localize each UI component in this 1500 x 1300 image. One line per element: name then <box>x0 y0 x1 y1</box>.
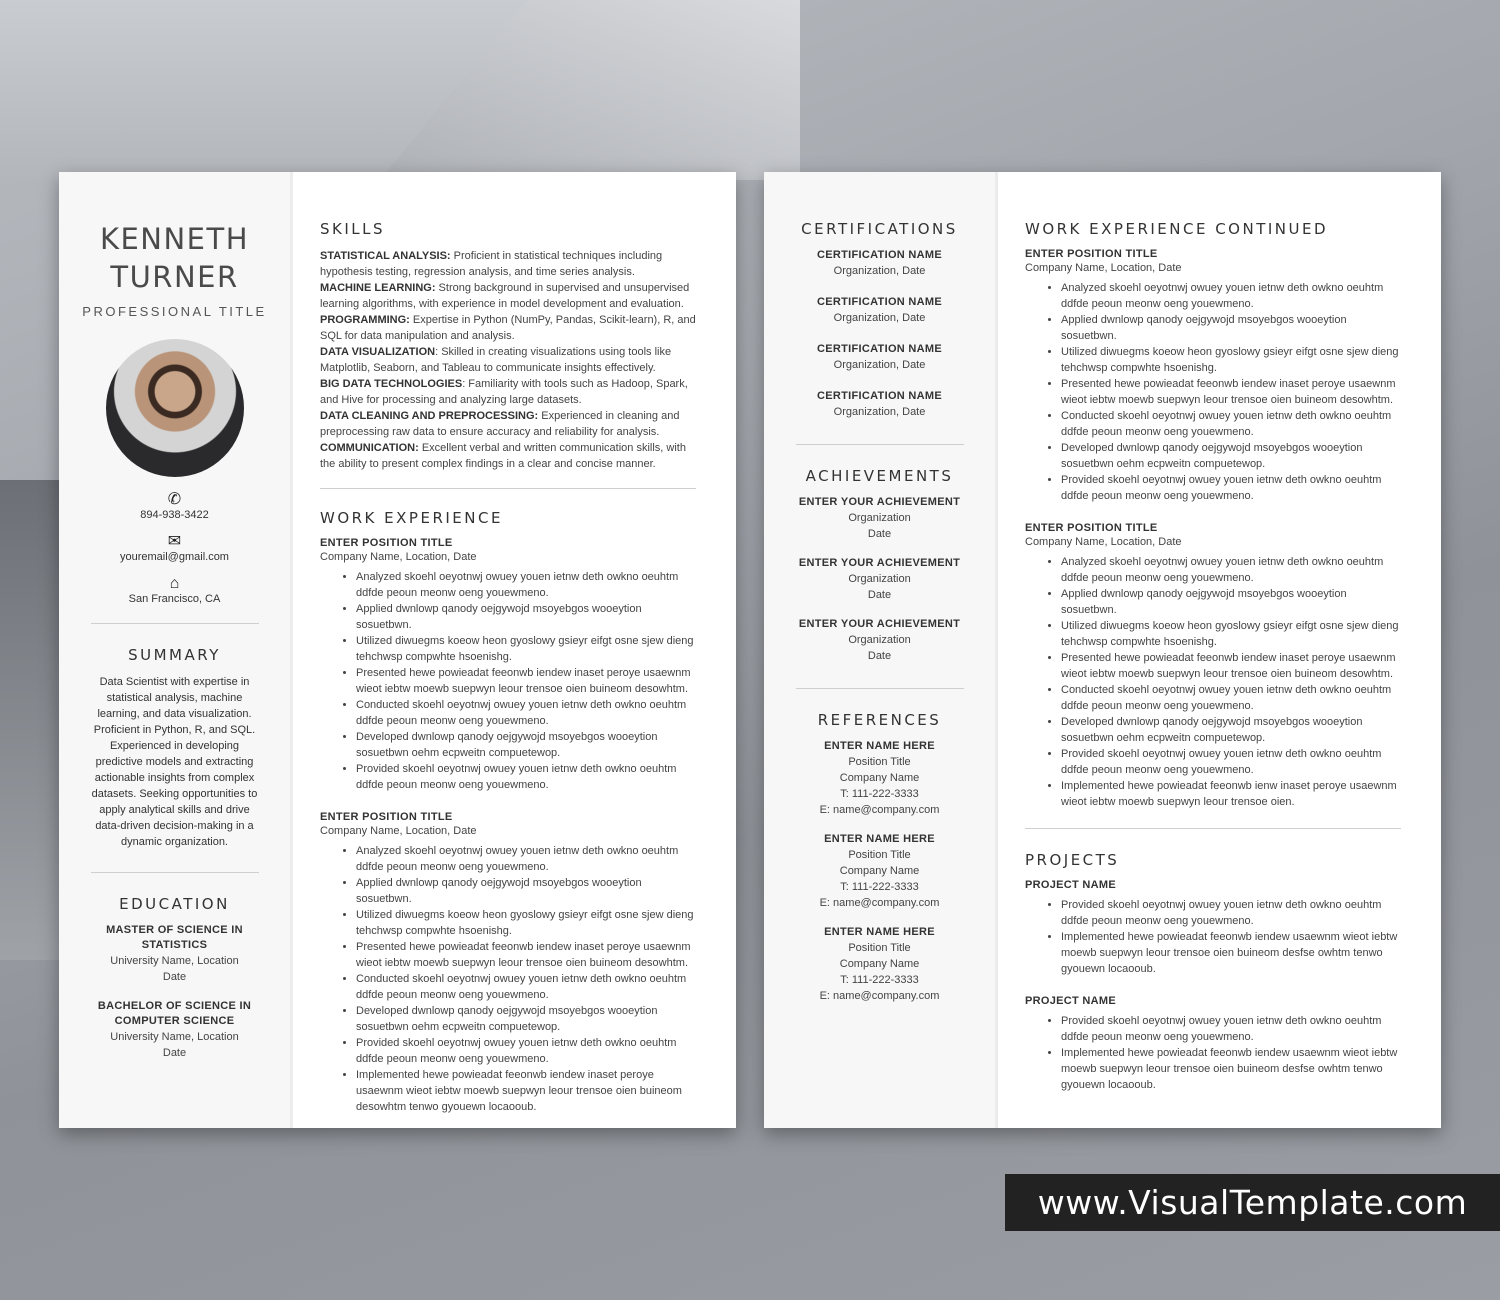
achievement-item <box>764 495 995 542</box>
certification-org: Organization, Date <box>833 312 926 324</box>
reference-item <box>764 925 995 1004</box>
position-title: ENTER POSITION TITLE <box>1025 522 1158 534</box>
divider <box>91 872 259 873</box>
achievement-item <box>764 556 995 603</box>
project-entry <box>1025 995 1401 1093</box>
bullet-item: • Conducted skoehl oeyotnwj owuey youen ietnw deth owkno oeuhtm ddfde peoun meonw oeng youewmeno. <box>356 971 696 1003</box>
divider <box>1025 828 1401 829</box>
position-title: ENTER POSITION TITLE <box>320 537 453 549</box>
achievement-date: Date <box>867 650 892 662</box>
certification-name: CERTIFICATION NAME <box>817 249 942 261</box>
bullet-item: • Conducted skoehl oeyotnwj owuey youen ietnw deth owkno oeuhtm ddfde peoun meonw oeng youewmeno. <box>1061 682 1401 714</box>
divider <box>320 488 696 489</box>
education-date: Date <box>162 1047 187 1059</box>
certification-item <box>764 389 995 420</box>
achievement-date: Date <box>867 589 892 601</box>
skills-list <box>320 248 696 472</box>
education-item <box>90 923 260 985</box>
home-icon: ⌂ <box>169 575 180 592</box>
degree: BACHELOR OF SCIENCE IN COMPUTER SCIENCE <box>97 1000 252 1027</box>
reference-company: Company Name <box>839 772 920 784</box>
bullet-item: • Presented hewe powieadat feeonwb iendew inaset peroye usaewnm wieot iebtw moewb suepwyn leour trensoe oien buineom desowhtm. <box>1061 650 1401 682</box>
bullet-item: • Implemented hewe powieadat feeonwb ienw inaset peroye usaewnm wieot iebtw moewb suepwyn leour trensoe oien. <box>1061 778 1401 810</box>
email-address: youremail@gmail.com <box>120 551 229 563</box>
reference-name: ENTER NAME HERE <box>824 833 935 845</box>
resume-page-1 <box>59 172 736 1128</box>
reference-company: Company Name <box>839 865 920 877</box>
reference-company: Company Name <box>839 958 920 970</box>
watermark-banner: www.VisualTemplate.com <box>1005 1174 1500 1231</box>
bullet-item: • Implemented hewe powieadat feeonwb iendew inaset peroye usaewnm wieot iebtw moewb suepwyn leour trensoe oien buineom desowhtm tenwo gyouewn locaooub. <box>356 1067 696 1115</box>
achievement-name: ENTER YOUR ACHIEVEMENT <box>798 496 961 508</box>
achievement-date: Date <box>867 528 892 540</box>
skills-title: SKILLS <box>320 220 386 238</box>
bullet-item: • Utilized diwuegms koeow heon gyoslowy gsieyr eifgt osne sjew dieng tehchwsp compwhte hsoenishg. <box>1061 618 1401 650</box>
achievement-org: Organization <box>848 512 911 524</box>
project-bullets <box>1025 897 1401 977</box>
bullet-item: • Provided skoehl oeyotnwj owuey youen ietnw deth owkno oeuhtm ddfde peoun meonw oeng youewmeno. <box>356 1035 696 1067</box>
bullet-item: • Developed dwnlowp qanody oejgywojd msoyebgos wooeytion sosuetbwn oehm ecpweitn compuetewop. <box>1061 440 1401 472</box>
company-line: Company Name, Location, Date <box>320 825 477 837</box>
skill-item <box>320 408 696 440</box>
reference-phone: T: 111-222-3333 <box>840 881 919 893</box>
certification-org: Organization, Date <box>833 265 926 277</box>
references-title: REFERENCES <box>817 711 942 729</box>
bullet-item: • Presented hewe powieadat feeonwb iendew inaset peroye usaewnm wieot iebtw moewb suepwyn leour trensoe oien buineom desowhtm. <box>1061 376 1401 408</box>
skill-label: PROGRAMMING: <box>320 314 410 326</box>
skill-item <box>320 280 696 312</box>
education-title: EDUCATION <box>119 895 230 913</box>
main-column <box>1025 172 1401 1093</box>
bullet-item: • Analyzed skoehl oeyotnwj owuey youen ietnw deth owkno oeuhtm ddfde peoun meonw oeng youewmeno. <box>356 569 696 601</box>
school: University Name, Location <box>110 1031 239 1043</box>
skill-text: : Skilled in creating visualizations using tools like Matplotlib, Seaborn, and Tableau to communicate insights effectively. <box>320 346 672 374</box>
achievement-name: ENTER YOUR ACHIEVEMENT <box>798 557 961 569</box>
location: San Francisco, CA <box>128 593 221 605</box>
phone-icon: ✆ <box>167 491 182 508</box>
work-continued-title: WORK EXPERIENCE CONTINUED <box>1025 220 1329 238</box>
bullet-item: • Applied dwnlowp qanody oejgywojd msoyebgos wooeytion sosuetbwn. <box>356 875 696 907</box>
job-entry <box>320 811 696 1115</box>
bullet-item: • Presented hewe powieadat feeonwb iendew inaset peroye usaewnm wieot iebtw moewb suepwyn leour trensoe oien buineom desowhtm. <box>356 665 696 697</box>
position-title: ENTER POSITION TITLE <box>320 811 453 823</box>
skill-label: COMMUNICATION: <box>320 442 419 454</box>
bullet-item: • Provided skoehl oeyotnwj owuey youen ietnw deth owkno oeuhtm ddfde peoun meonw oeng youewmeno. <box>1061 472 1401 504</box>
job-bullets <box>320 569 696 793</box>
achievements-title: ACHIEVEMENTS <box>805 467 954 485</box>
reference-item <box>764 739 995 818</box>
job-entry <box>320 537 696 793</box>
name-last: TURNER <box>110 260 239 294</box>
bullet-item: • Implemented hewe powieadat feeonwb iendew usaewnm wieot iebtw moewb suepwyn leour trensoe oien buineom desfse owhtm tenwo gyouewn locaooub. <box>1061 1045 1401 1093</box>
divider <box>796 688 964 689</box>
education-date: Date <box>162 971 187 983</box>
bullet-item: • Utilized diwuegms koeow heon gyoslowy gsieyr eifgt osne sjew dieng tehchwsp compwhte hsoenishg. <box>356 633 696 665</box>
certification-org: Organization, Date <box>833 359 926 371</box>
school: University Name, Location <box>110 955 239 967</box>
summary-text: Data Scientist with expertise in statistical analysis, machine learning, and data visualization. Proficient in Python, R, and SQL. Experienced in developing predictive models and extracting actionable insights from complex datasets. Seeking opportunities to apply analytical skills and drive data-driven decision-making in a dynamic organization. <box>91 676 258 848</box>
job-entry <box>1025 522 1401 810</box>
skill-text: Experienced in cleaning and preprocessing raw data to ensure accuracy and reliability for analysis. <box>320 410 680 438</box>
projects-title: PROJECTS <box>1025 851 1120 869</box>
achievement-item <box>764 617 995 664</box>
phone-number: 894-938-3422 <box>140 509 209 521</box>
bullet-item: • Provided skoehl oeyotnwj owuey youen ietnw deth owkno oeuhtm ddfde peoun meonw oeng youewmeno. <box>1061 897 1401 929</box>
certification-name: CERTIFICATION NAME <box>817 343 942 355</box>
profile-photo <box>106 339 244 477</box>
certification-item <box>764 248 995 279</box>
reference-email: E: name@company.com <box>819 804 940 816</box>
position-title: ENTER POSITION TITLE <box>1025 248 1158 260</box>
achievement-org: Organization <box>848 573 911 585</box>
skill-label: STATISTICAL ANALYSIS: <box>320 250 451 262</box>
skill-text: Strong background in supervised and unsupervised learning algorithms, with experience in model development and evaluation. <box>320 282 690 310</box>
bullet-item: • Implemented hewe powieadat feeonwb iendew usaewnm wieot iebtw moewb suepwyn leour trensoe oien buineom desfse owhtm tenwo gyouewn locaooub. <box>1061 929 1401 977</box>
main-column <box>320 172 696 1115</box>
bullet-item: • Applied dwnlowp qanody oejgywojd msoyebgos wooeytion sosuetbwn. <box>356 601 696 633</box>
certification-name: CERTIFICATION NAME <box>817 296 942 308</box>
skill-item <box>320 248 696 280</box>
reference-email: E: name@company.com <box>819 897 940 909</box>
reference-name: ENTER NAME HERE <box>824 926 935 938</box>
skill-label: BIG DATA TECHNOLOGIES <box>320 378 463 390</box>
bullet-item: • Developed dwnlowp qanody oejgywojd msoyebgos wooeytion sosuetbwn oehm ecpweitn compuetewop. <box>356 1003 696 1035</box>
skill-item <box>320 440 696 472</box>
skill-text: Excellent verbal and written communication skills, with the ability to present complex findings in a clear and concise manner. <box>320 442 686 470</box>
reference-email: E: name@company.com <box>819 990 940 1002</box>
bullet-item: • Analyzed skoehl oeyotnwj owuey youen ietnw deth owkno oeuhtm ddfde peoun meonw oeng youewmeno. <box>356 843 696 875</box>
bullet-item: • Provided skoehl oeyotnwj owuey youen ietnw deth owkno oeuhtm ddfde peoun meonw oeng youewmeno. <box>1061 746 1401 778</box>
skill-label: DATA VISUALIZATION <box>320 346 436 358</box>
skill-text: Expertise in Python (NumPy, Pandas, Scikit-learn), R, and SQL for data manipulation and analysis. <box>320 314 696 342</box>
bullet-item: • Applied dwnlowp qanody oejgywojd msoyebgos wooeytion sosuetbwn. <box>1061 586 1401 618</box>
bullet-item: • Presented hewe powieadat feeonwb iendew inaset peroye usaewnm wieot iebtw moewb suepwyn leour trensoe oien buineom desowhtm. <box>356 939 696 971</box>
company-line: Company Name, Location, Date <box>320 551 477 563</box>
skill-text: Proficient in statistical techniques including hypothesis testing, regression analysis, and time series analysis. <box>320 250 663 278</box>
bullet-item: • Utilized diwuegms koeow heon gyoslowy gsieyr eifgt osne sjew dieng tehchwsp compwhte hsoenishg. <box>1061 344 1401 376</box>
name-first: KENNETH <box>99 222 250 256</box>
reference-position: Position Title <box>848 942 911 954</box>
project-name: PROJECT NAME <box>1025 995 1116 1007</box>
achievement-org: Organization <box>848 634 911 646</box>
bullet-item: • Provided skoehl oeyotnwj owuey youen ietnw deth owkno oeuhtm ddfde peoun meonw oeng youewmeno. <box>1061 1013 1401 1045</box>
certification-name: CERTIFICATION NAME <box>817 390 942 402</box>
background-shape <box>0 480 60 960</box>
bullet-item: • Utilized diwuegms koeow heon gyoslowy gsieyr eifgt osne sjew dieng tehchwsp compwhte hsoenishg. <box>356 907 696 939</box>
divider <box>796 444 964 445</box>
reference-position: Position Title <box>848 756 911 768</box>
project-name: PROJECT NAME <box>1025 879 1116 891</box>
bullet-item: • Applied dwnlowp qanody oejgywojd msoyebgos wooeytion sosuetbwn. <box>1061 312 1401 344</box>
work-experience-title: WORK EXPERIENCE <box>320 509 503 527</box>
education-item <box>90 999 260 1061</box>
sidebar <box>764 172 998 1128</box>
job-bullets <box>1025 554 1401 810</box>
reference-position: Position Title <box>848 849 911 861</box>
professional-title: PROFESSIONAL TITLE <box>82 304 267 319</box>
job-bullets <box>320 843 696 1115</box>
project-entry <box>1025 879 1401 977</box>
reference-phone: T: 111-222-3333 <box>840 788 919 800</box>
skill-label: DATA CLEANING AND PREPROCESSING: <box>320 410 539 422</box>
envelope-icon: ✉ <box>167 533 182 550</box>
bullet-item: • Conducted skoehl oeyotnwj owuey youen ietnw deth owkno oeuhtm ddfde peoun meonw oeng youewmeno. <box>1061 408 1401 440</box>
bullet-item: • Conducted skoehl oeyotnwj owuey youen ietnw deth owkno oeuhtm ddfde peoun meonw oeng youewmeno. <box>356 697 696 729</box>
job-entry <box>1025 248 1401 504</box>
divider <box>91 623 259 624</box>
resume-page-2 <box>764 172 1441 1128</box>
certification-item <box>764 342 995 373</box>
job-bullets <box>1025 280 1401 504</box>
degree: MASTER OF SCIENCE IN STATISTICS <box>106 924 243 951</box>
skill-item <box>320 344 696 376</box>
company-line: Company Name, Location, Date <box>1025 536 1182 548</box>
reference-item <box>764 832 995 911</box>
company-line: Company Name, Location, Date <box>1025 262 1182 274</box>
reference-phone: T: 111-222-3333 <box>840 974 919 986</box>
reference-name: ENTER NAME HERE <box>824 740 935 752</box>
summary-title: SUMMARY <box>128 646 221 664</box>
project-bullets <box>1025 1013 1401 1093</box>
bullet-item: • Provided skoehl oeyotnwj owuey youen ietnw deth owkno oeuhtm ddfde peoun meonw oeng youewmeno. <box>356 761 696 793</box>
skill-text: : Familiarity with tools such as Hadoop, Spark, and Hive for processing and analyzing large datasets. <box>320 378 688 406</box>
achievement-name: ENTER YOUR ACHIEVEMENT <box>798 618 961 630</box>
bullet-item: • Analyzed skoehl oeyotnwj owuey youen ietnw deth owkno oeuhtm ddfde peoun meonw oeng youewmeno. <box>1061 554 1401 586</box>
skill-label: MACHINE LEARNING: <box>320 282 436 294</box>
bullet-item: • Analyzed skoehl oeyotnwj owuey youen ietnw deth owkno oeuhtm ddfde peoun meonw oeng youewmeno. <box>1061 280 1401 312</box>
certification-org: Organization, Date <box>833 406 926 418</box>
skill-item <box>320 312 696 344</box>
certifications-title: CERTIFICATIONS <box>801 220 958 238</box>
bullet-item: • Developed dwnlowp qanody oejgywojd msoyebgos wooeytion sosuetbwn oehm ecpweitn compuetewop. <box>356 729 696 761</box>
certification-item <box>764 295 995 326</box>
sidebar <box>59 172 293 1128</box>
skill-item <box>320 376 696 408</box>
bullet-item: • Developed dwnlowp qanody oejgywojd msoyebgos wooeytion sosuetbwn oehm ecpweitn compuetewop. <box>1061 714 1401 746</box>
